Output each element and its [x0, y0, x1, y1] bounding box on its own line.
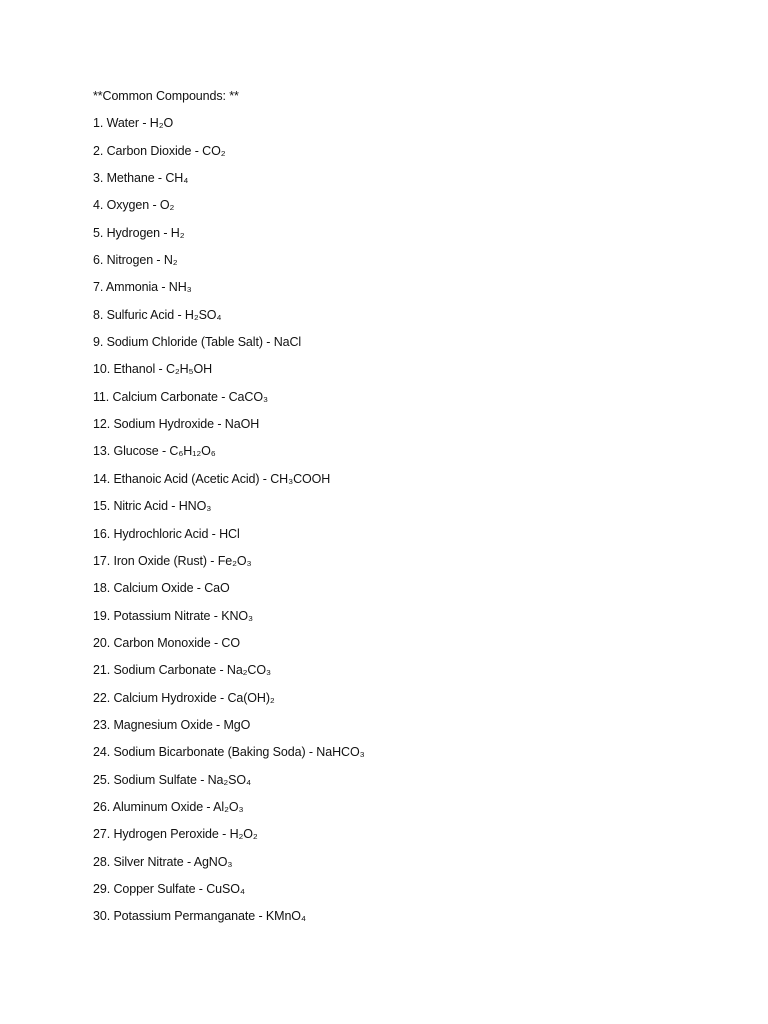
document-page — [93, 87, 733, 935]
list-item: 21. Sodium Carbonate - Na₂CO₃ — [93, 663, 271, 678]
list-item: 25. Sodium Sulfate - Na₂SO₄ — [93, 772, 252, 787]
list-item: 29. Copper Sulfate - CuSO₄ — [93, 881, 245, 896]
list-item: 24. Sodium Bicarbonate (Baking Soda) - NaHCO₃ — [93, 745, 365, 760]
list-item: 16. Hydrochloric Acid - HCl — [93, 526, 240, 541]
list-item: 11. Calcium Carbonate - CaCO₃ — [93, 389, 268, 404]
list-item: 17. Iron Oxide (Rust) - Fe₂O₃ — [93, 553, 252, 568]
list-item: 8. Sulfuric Acid - H₂SO₄ — [93, 307, 222, 322]
list-item: 27. Hydrogen Peroxide - H₂O₂ — [93, 827, 258, 842]
list-item: 6. Nitrogen - N₂ — [93, 253, 178, 268]
list-item: 1. Water - H₂O — [93, 116, 174, 131]
list-item: 3. Methane - CH₄ — [93, 171, 189, 186]
document-heading: **Common Compounds: ** — [93, 89, 239, 103]
list-item: 15. Nitric Acid - HNO₃ — [93, 499, 212, 514]
list-item: 2. Carbon Dioxide - CO₂ — [93, 143, 226, 158]
list-item: 14. Ethanoic Acid (Acetic Acid) - CH₃COOH — [93, 471, 331, 486]
list-item: 23. Magnesium Oxide - MgO — [93, 717, 251, 732]
list-item: 12. Sodium Hydroxide - NaOH — [93, 417, 260, 432]
list-item: 9. Sodium Chloride (Table Salt) - NaCl — [93, 335, 302, 350]
list-item: 18. Calcium Oxide - CaO — [93, 581, 230, 596]
list-item: 20. Carbon Monoxide - CO — [93, 635, 240, 650]
list-item: 7. Ammonia - NH₃ — [93, 280, 192, 295]
list-item: 30. Potassium Permanganate - KMnO₄ — [93, 909, 306, 924]
list-item: 4. Oxygen - O₂ — [93, 198, 175, 213]
list-item: 28. Silver Nitrate - AgNO₃ — [93, 854, 233, 869]
list-item: 19. Potassium Nitrate - KNO₃ — [93, 608, 253, 623]
list-item: 5. Hydrogen - H₂ — [93, 225, 185, 240]
list-item: 10. Ethanol - C₂H₅OH — [93, 362, 213, 377]
list-item: 26. Aluminum Oxide - Al₂O₃ — [93, 799, 244, 814]
list-item: 22. Calcium Hydroxide - Ca(OH)₂ — [93, 690, 275, 705]
list-item: 13. Glucose - C₆H₁₂O₆ — [93, 444, 216, 459]
